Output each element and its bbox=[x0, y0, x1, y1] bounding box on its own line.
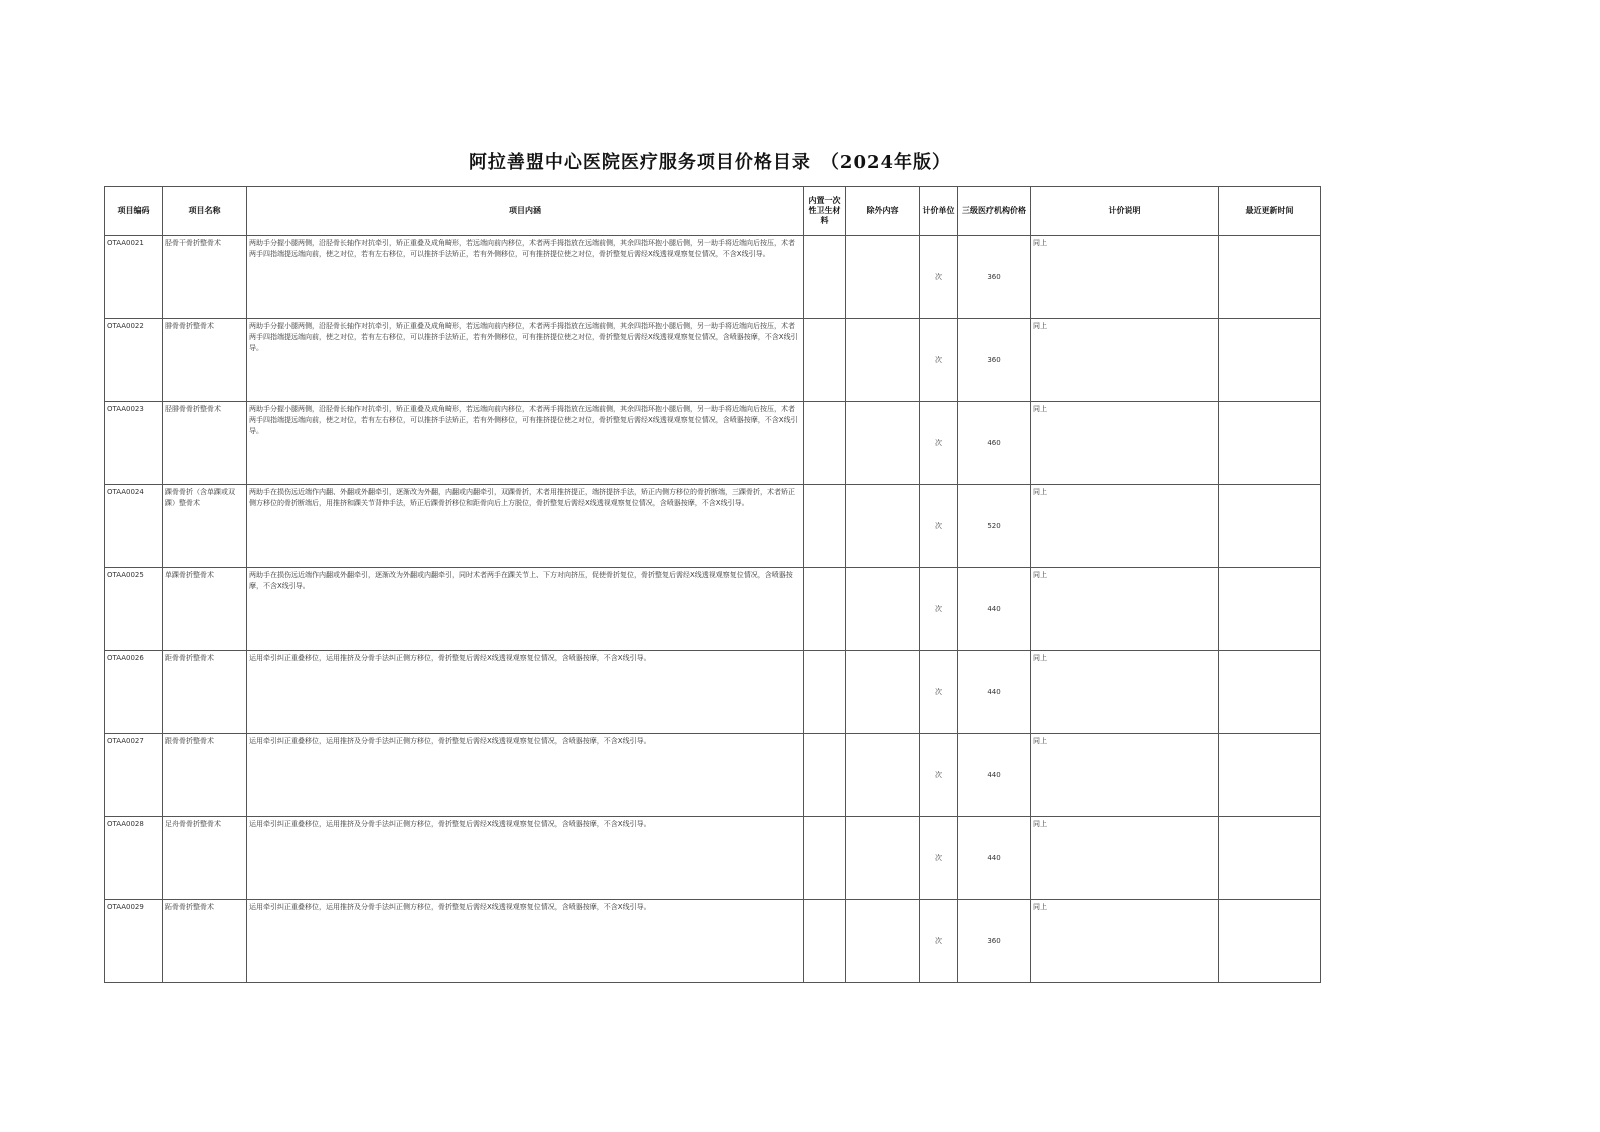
cell-unit: 次 bbox=[920, 900, 958, 983]
cell-unit: 次 bbox=[920, 319, 958, 402]
cell-name: 胫腓骨骨折整骨术 bbox=[163, 402, 247, 485]
cell-unit: 次 bbox=[920, 402, 958, 485]
cell-note: 同上 bbox=[1031, 485, 1219, 568]
header-name: 项目名称 bbox=[163, 187, 247, 236]
cell-content: 运用牵引纠正重叠移位，运用推挤及分骨手法纠正侧方移位，骨折整复后需经X线透视观察复位情况，含喷器按摩，不含X线引导。 bbox=[247, 734, 804, 817]
cell-updated bbox=[1219, 319, 1321, 402]
cell-content: 两助手分握小腿两侧，沿胫骨长轴作对抗牵引，矫正重叠及成角畸形，若远端向前内移位，术者两手拇指放在远端前侧，其余四指环抱小腿后侧，另一助手将近端向后按压，术者两手四指端提远端向前，使之对位，若有左右移位，可以推挤手法矫正，若有外侧移位，可有推挤提位使之对位，骨折整复后需经X线透视观察复位情况，不含X线引导。 bbox=[247, 236, 804, 319]
cell-name: 踝骨骨折（含单踝或双踝）整骨术 bbox=[163, 485, 247, 568]
cell-code: OTAA0029 bbox=[105, 900, 163, 983]
cell-materials bbox=[804, 319, 846, 402]
cell-code: OTAA0027 bbox=[105, 734, 163, 817]
cell-price: 360 bbox=[958, 236, 1031, 319]
cell-name: 腓骨骨折整骨术 bbox=[163, 319, 247, 402]
cell-content: 运用牵引纠正重叠移位，运用推挤及分骨手法纠正侧方移位，骨折整复后需经X线透视观察复位情况，含喷器按摩，不含X线引导。 bbox=[247, 651, 804, 734]
cell-price: 440 bbox=[958, 651, 1031, 734]
cell-materials bbox=[804, 817, 846, 900]
cell-price: 520 bbox=[958, 485, 1031, 568]
cell-price: 460 bbox=[958, 402, 1031, 485]
header-pricing-note: 计价说明 bbox=[1031, 187, 1219, 236]
cell-price: 440 bbox=[958, 568, 1031, 651]
cell-updated bbox=[1219, 734, 1321, 817]
cell-unit: 次 bbox=[920, 817, 958, 900]
cell-price: 360 bbox=[958, 319, 1031, 402]
cell-updated bbox=[1219, 485, 1321, 568]
cell-unit: 次 bbox=[920, 568, 958, 651]
cell-updated bbox=[1219, 568, 1321, 651]
table-row bbox=[105, 651, 1321, 734]
cell-name: 足舟骨骨折整骨术 bbox=[163, 817, 247, 900]
cell-unit: 次 bbox=[920, 236, 958, 319]
cell-code: OTAA0025 bbox=[105, 568, 163, 651]
cell-excluded bbox=[846, 817, 920, 900]
cell-excluded bbox=[846, 485, 920, 568]
cell-unit: 次 bbox=[920, 651, 958, 734]
table-row bbox=[105, 900, 1321, 983]
cell-content: 运用牵引纠正重叠移位，运用推挤及分骨手法纠正侧方移位，骨折整复后需经X线透视观察复位情况，含喷器按摩，不含X线引导。 bbox=[247, 817, 804, 900]
cell-name: 距骨骨折整骨术 bbox=[163, 651, 247, 734]
header-updated: 最近更新时间 bbox=[1219, 187, 1321, 236]
header-excluded: 除外内容 bbox=[846, 187, 920, 236]
cell-excluded bbox=[846, 651, 920, 734]
cell-note: 同上 bbox=[1031, 734, 1219, 817]
cell-price: 360 bbox=[958, 900, 1031, 983]
cell-updated bbox=[1219, 817, 1321, 900]
cell-code: OTAA0026 bbox=[105, 651, 163, 734]
table-row bbox=[105, 734, 1321, 817]
cell-note: 同上 bbox=[1031, 402, 1219, 485]
cell-unit: 次 bbox=[920, 485, 958, 568]
table-row bbox=[105, 568, 1321, 651]
cell-excluded bbox=[846, 402, 920, 485]
cell-name: 单踝骨折整骨术 bbox=[163, 568, 247, 651]
cell-content: 两助手分握小腿两侧，沿胫骨长轴作对抗牵引，矫正重叠及成角畸形，若远端向前内移位，术者两手拇指放在远端前侧，其余四指环抱小腿后侧，另一助手将近端向后按压，术者两手四指端提远端向前，使之对位，若有左右移位，可以推挤手法矫正，若有外侧移位，可有推挤提位使之对位，骨折整复后需经X线透视观察复位情况，含喷器按摩，不含X线引导。 bbox=[247, 402, 804, 485]
cell-materials bbox=[804, 900, 846, 983]
cell-excluded bbox=[846, 319, 920, 402]
cell-code: OTAA0023 bbox=[105, 402, 163, 485]
header-content: 项目内涵 bbox=[247, 187, 804, 236]
cell-note: 同上 bbox=[1031, 319, 1219, 402]
cell-note: 同上 bbox=[1031, 900, 1219, 983]
cell-excluded bbox=[846, 236, 920, 319]
cell-name: 跟骨骨折整骨术 bbox=[163, 734, 247, 817]
cell-updated bbox=[1219, 900, 1321, 983]
cell-excluded bbox=[846, 734, 920, 817]
header-code: 项目编码 bbox=[105, 187, 163, 236]
document-title: 阿拉善盟中心医院医疗服务项目价格目录 （2024年版） bbox=[468, 152, 952, 173]
cell-excluded bbox=[846, 568, 920, 651]
cell-updated bbox=[1219, 236, 1321, 319]
cell-note: 同上 bbox=[1031, 236, 1219, 319]
cell-code: OTAA0022 bbox=[105, 319, 163, 402]
cell-content: 两助手在损伤远近端作内翻、外翻或外翻牵引，逐渐改为外翻，内翻或内翻牵引，双踝骨折，术者用推挤提正，端挤提挤手法，矫正内侧方移位的骨折断端，三踝骨折，术者矫正侧方移位的骨折断端后，用推挤和踝关节背伸手法，矫正后踝骨折移位和距骨向后上方脱位，骨折整复后需经X线透视观察复位情况，含喷器按摩，不含X线引导。 bbox=[247, 485, 804, 568]
cell-materials bbox=[804, 734, 846, 817]
header-unit: 计价单位 bbox=[920, 187, 958, 236]
header-materials: 内置一次性卫生材料 bbox=[804, 187, 846, 236]
cell-materials bbox=[804, 485, 846, 568]
table-row bbox=[105, 485, 1321, 568]
cell-price: 440 bbox=[958, 734, 1031, 817]
price-table bbox=[104, 186, 1321, 983]
cell-name: 跖骨骨折整骨术 bbox=[163, 900, 247, 983]
table-row bbox=[105, 236, 1321, 319]
cell-content: 运用牵引纠正重叠移位，运用推挤及分骨手法纠正侧方移位，骨折整复后需经X线透视观察复位情况，含喷器按摩，不含X线引导。 bbox=[247, 900, 804, 983]
cell-materials bbox=[804, 402, 846, 485]
cell-code: OTAA0028 bbox=[105, 817, 163, 900]
cell-note: 同上 bbox=[1031, 817, 1219, 900]
cell-content: 两助手分握小腿两侧，沿胫骨长轴作对抗牵引，矫正重叠及成角畸形，若远端向前内移位，术者两手拇指放在远端前侧，其余四指环抱小腿后侧，另一助手将近端向后按压，术者两手四指端提远端向前，使之对位，若有左右移位，可以推挤手法矫正，若有外侧移位，可有推挤提位使之对位，骨折整复后需经X线透视观察复位情况，含喷器按摩，不含X线引导。 bbox=[247, 319, 804, 402]
cell-materials bbox=[804, 236, 846, 319]
cell-content: 两助手在损伤远近端作内翻或外翻牵引，逐渐改为外翻或内翻牵引，同时术者两手在踝关节上、下方对向挤压，促使骨折复位，骨折整复后需经X线透视观察复位情况，含喷器按摩，不含X线引导。 bbox=[247, 568, 804, 651]
cell-name: 胫骨干骨折整骨术 bbox=[163, 236, 247, 319]
cell-note: 同上 bbox=[1031, 651, 1219, 734]
header-row bbox=[105, 187, 1321, 236]
table-row bbox=[105, 402, 1321, 485]
cell-materials bbox=[804, 651, 846, 734]
cell-updated bbox=[1219, 402, 1321, 485]
cell-price: 440 bbox=[958, 817, 1031, 900]
cell-code: OTAA0021 bbox=[105, 236, 163, 319]
header-price: 三级医疗机构价格 bbox=[958, 187, 1031, 236]
table-row bbox=[105, 319, 1321, 402]
cell-unit: 次 bbox=[920, 734, 958, 817]
cell-code: OTAA0024 bbox=[105, 485, 163, 568]
cell-note: 同上 bbox=[1031, 568, 1219, 651]
cell-updated bbox=[1219, 651, 1321, 734]
cell-materials bbox=[804, 568, 846, 651]
table-row bbox=[105, 817, 1321, 900]
cell-excluded bbox=[846, 900, 920, 983]
